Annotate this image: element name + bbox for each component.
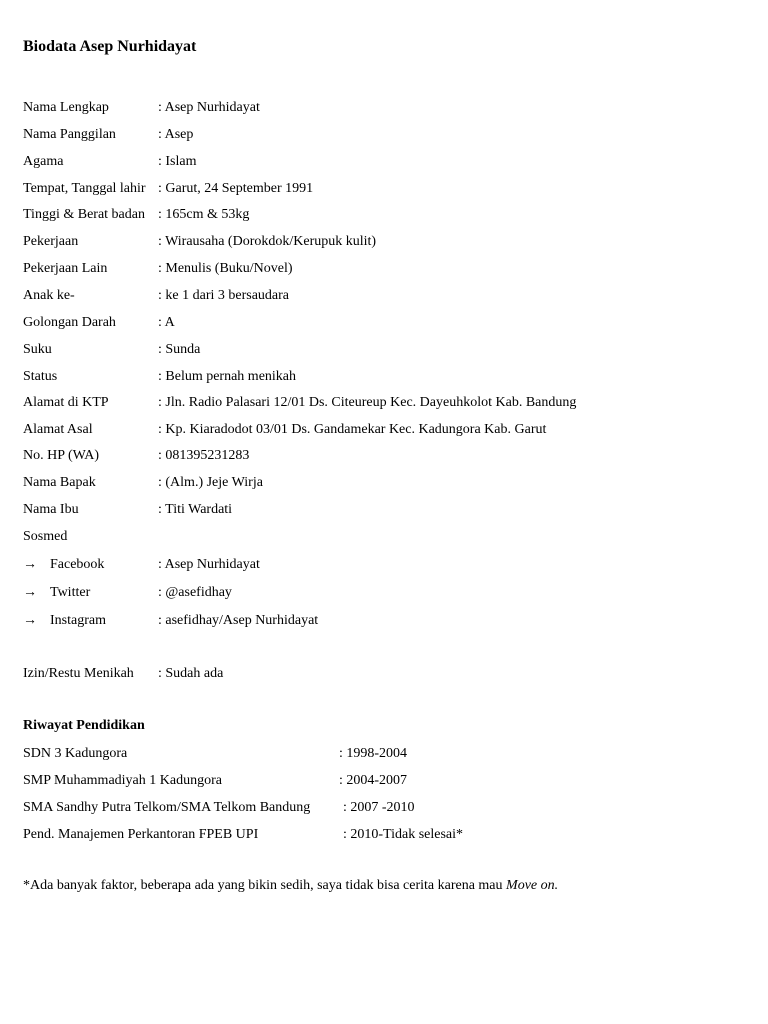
field-label: Pekerjaan Lain	[23, 261, 108, 276]
field-value: : Garut, 24 September 1991	[158, 181, 314, 196]
field-label: Nama Bapak	[23, 475, 96, 490]
footnote-text: *Ada banyak faktor, beberapa ada yang bikin sedih, saya tidak bisa cerita karena mau	[23, 878, 507, 893]
field-value: : Menulis (Buku/Novel)	[158, 261, 293, 276]
field-label: Twitter	[50, 585, 91, 600]
field-value: : Asep	[158, 127, 194, 142]
field-value: : Jln. Radio Palasari 12/01 Ds. Citeureup Kec. Dayeuhkolot Kab. Bandung	[158, 395, 577, 410]
field-value: : (Alm.) Jeje Wirja	[158, 475, 263, 490]
field-value: : Sunda	[158, 342, 201, 357]
field-label: Status	[23, 369, 58, 384]
arrow-right-icon: →	[23, 585, 37, 600]
footnote	[23, 878, 558, 894]
school-name: Pend. Manajemen Perkantoran FPEB UPI	[23, 827, 259, 842]
field-label: No. HP (WA)	[23, 448, 100, 463]
school-years: : 1998-2004	[339, 746, 408, 761]
field-value: : ke 1 dari 3 bersaudara	[158, 288, 289, 303]
field-value: : 081395231283	[158, 448, 250, 463]
field-value: : @asefidhay	[158, 585, 232, 600]
field-label: Alamat Asal	[23, 422, 93, 437]
field-value: : Kp. Kiaradodot 03/01 Ds. Gandamekar Kec. Kadungora Kab. Garut	[158, 422, 547, 437]
footnote-emphasis: Move on.	[506, 878, 559, 893]
field-value: : Titi Wardati	[158, 502, 233, 517]
field-value: : Sudah ada	[158, 666, 224, 681]
page-title: Biodata Asep Nurhidayat	[23, 38, 197, 55]
field-label: Sosmed	[23, 529, 68, 544]
field-label: Izin/Restu Menikah	[23, 666, 134, 681]
field-value: : A	[158, 315, 175, 330]
field-value: : Wirausaha (Dorokdok/Kerupuk kulit)	[158, 234, 377, 249]
field-label: Nama Panggilan	[23, 127, 116, 142]
field-label: Nama Ibu	[23, 502, 79, 517]
field-value: : asefidhay/Asep Nurhidayat	[158, 613, 319, 628]
field-label: Suku	[23, 342, 52, 357]
field-label: Nama Lengkap	[23, 100, 109, 115]
field-label: Agama	[23, 154, 64, 169]
field-value: : Asep Nurhidayat	[158, 100, 260, 115]
field-value: : Islam	[158, 154, 197, 169]
field-label: Anak ke-	[23, 288, 75, 303]
field-label: Golongan Darah	[23, 315, 116, 330]
field-label: Facebook	[50, 557, 105, 572]
arrow-right-icon: →	[23, 557, 37, 572]
field-value: : Asep Nurhidayat	[158, 557, 260, 572]
field-label: Pekerjaan	[23, 234, 79, 249]
school-name: SMP Muhammadiyah 1 Kadungora	[23, 773, 222, 788]
school-name: SDN 3 Kadungora	[23, 746, 128, 761]
field-label: Tempat, Tanggal lahir	[23, 181, 146, 196]
section-heading-pendidikan: Riwayat Pendidikan	[23, 718, 145, 733]
school-years: : 2010-Tidak selesai*	[343, 827, 464, 842]
field-label: Tinggi & Berat badan	[23, 207, 145, 222]
field-label: Instagram	[50, 613, 106, 628]
field-value: : Belum pernah menikah	[158, 369, 297, 384]
field-value: : 165cm & 53kg	[158, 207, 250, 222]
school-years: : 2007 -2010	[343, 800, 415, 815]
school-name: SMA Sandhy Putra Telkom/SMA Telkom Bandung	[23, 800, 311, 815]
field-label: Alamat di KTP	[23, 395, 109, 410]
arrow-right-icon: →	[23, 613, 37, 628]
school-years: : 2004-2007	[339, 773, 408, 788]
